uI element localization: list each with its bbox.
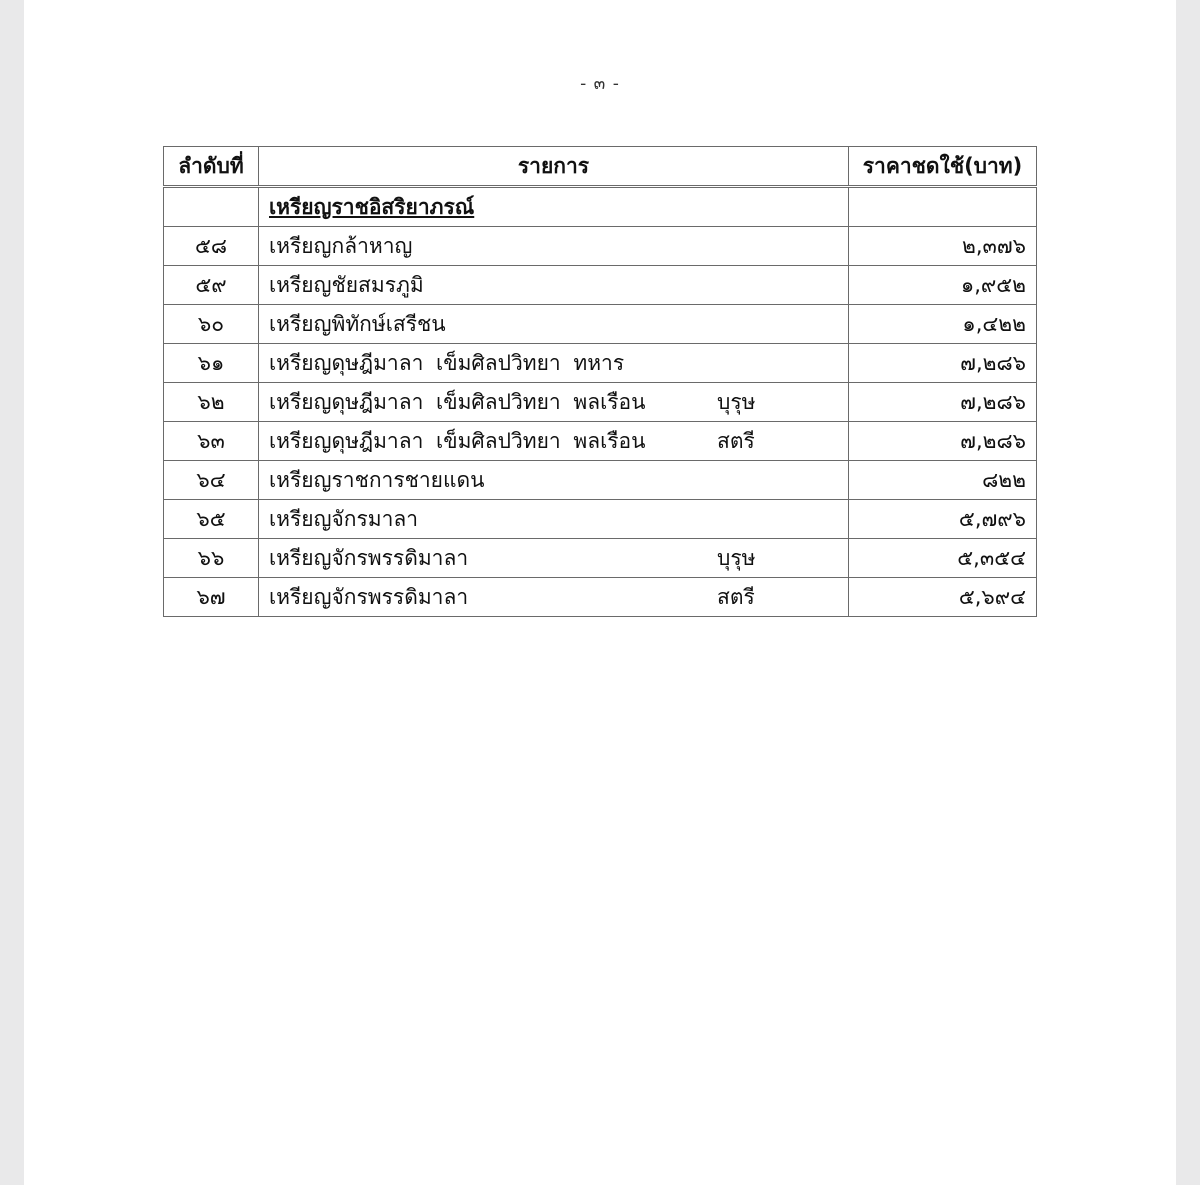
table-row <box>164 305 1037 344</box>
row-no: ๕๙ <box>164 266 259 305</box>
row-item-cell <box>259 500 849 539</box>
page-number: - ๓ - <box>580 74 620 94</box>
table-row <box>164 500 1037 539</box>
row-no: ๖๖ <box>164 539 259 578</box>
row-no: ๕๘ <box>164 227 259 266</box>
row-price: ๕,๖๙๔ <box>849 578 1037 617</box>
row-item-cell <box>259 344 849 383</box>
header-item: รายการ <box>259 147 849 187</box>
header-no: ลำดับที่ <box>164 147 259 187</box>
row-no: ๖๓ <box>164 422 259 461</box>
row-price: ๑,๔๒๒ <box>849 305 1037 344</box>
row-item: เหรียญราชการชายแดน <box>269 468 485 492</box>
row-item-cell <box>259 422 849 461</box>
row-price: ๗,๒๘๖ <box>849 344 1037 383</box>
table-header-row <box>164 147 1037 187</box>
row-item: เหรียญจักรมาลา <box>269 507 419 531</box>
table-row <box>164 422 1037 461</box>
row-item-cell <box>259 305 849 344</box>
header-price: ราคาชดใช้(บาท) <box>849 147 1037 187</box>
table-row <box>164 461 1037 500</box>
section-title: เหรียญราชอิสริยาภรณ์ <box>269 195 475 219</box>
row-item: เหรียญดุษฎีมาลา เข็มศิลปวิทยา พลเรือน <box>269 429 646 453</box>
row-extra: บุรุษ <box>717 546 756 570</box>
row-price: ๑,๙๕๒ <box>849 266 1037 305</box>
row-item: เหรียญดุษฎีมาลา เข็มศิลปวิทยา พลเรือน <box>269 390 646 414</box>
table-row <box>164 266 1037 305</box>
row-item: เหรียญชัยสมรภูมิ <box>269 273 424 297</box>
row-item-cell <box>259 227 849 266</box>
row-no: ๖๗ <box>164 578 259 617</box>
row-no: ๖๑ <box>164 344 259 383</box>
row-price: ๘๒๒ <box>849 461 1037 500</box>
row-extra: สตรี <box>717 585 755 609</box>
row-item-cell <box>259 578 849 617</box>
row-extra: สตรี <box>717 429 755 453</box>
row-item: เหรียญกล้าหาญ <box>269 234 413 258</box>
row-no: ๖๐ <box>164 305 259 344</box>
section-title-cell <box>259 187 849 227</box>
document-page <box>24 0 1176 1185</box>
price-table <box>163 146 1037 617</box>
row-item-cell <box>259 461 849 500</box>
row-item-cell <box>259 383 849 422</box>
table-row <box>164 578 1037 617</box>
row-item: เหรียญจักรพรรดิมาลา <box>269 546 469 570</box>
section-price-cell <box>849 187 1037 227</box>
table-row <box>164 383 1037 422</box>
table-row <box>164 227 1037 266</box>
row-price: ๕,๗๙๖ <box>849 500 1037 539</box>
row-item: เหรียญดุษฎีมาลา เข็มศิลปวิทยา ทหาร <box>269 351 625 375</box>
row-price: ๗,๒๘๖ <box>849 422 1037 461</box>
row-item: เหรียญจักรพรรดิมาลา <box>269 585 469 609</box>
row-price: ๕,๓๕๔ <box>849 539 1037 578</box>
row-extra: บุรุษ <box>717 390 756 414</box>
table-row <box>164 344 1037 383</box>
row-price: ๗,๒๘๖ <box>849 383 1037 422</box>
section-row <box>164 187 1037 227</box>
row-price: ๒,๓๗๖ <box>849 227 1037 266</box>
row-no: ๖๕ <box>164 500 259 539</box>
row-item-cell <box>259 539 849 578</box>
row-no: ๖๔ <box>164 461 259 500</box>
row-item-cell <box>259 266 849 305</box>
table-row <box>164 539 1037 578</box>
row-item: เหรียญพิทักษ์เสรีชน <box>269 312 446 336</box>
row-no: ๖๒ <box>164 383 259 422</box>
section-no-cell <box>164 187 259 227</box>
